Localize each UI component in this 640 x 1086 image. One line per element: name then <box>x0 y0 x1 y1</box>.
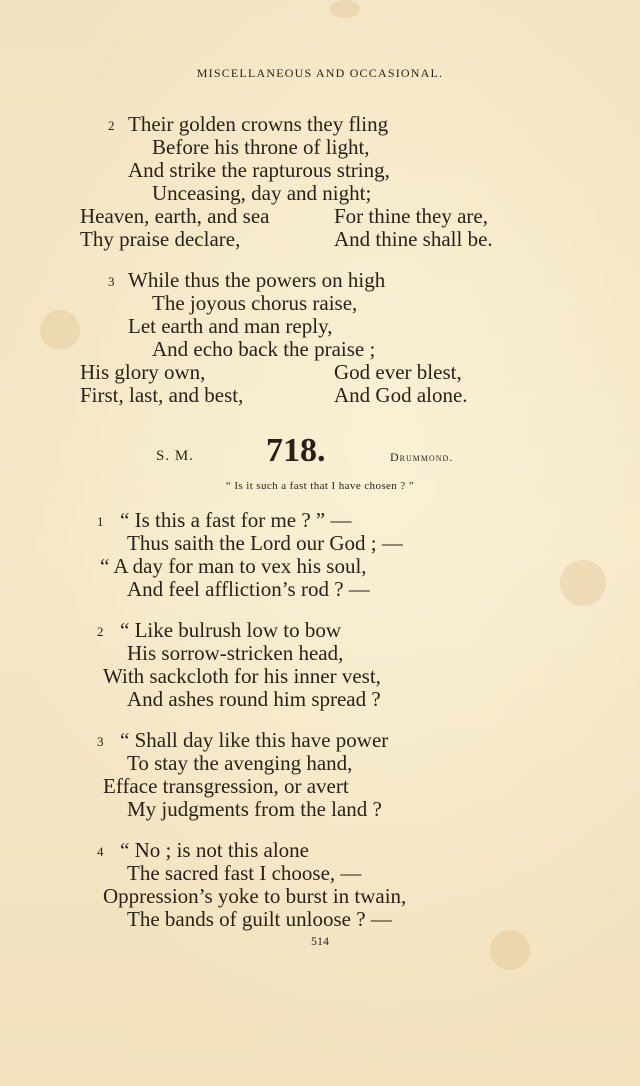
verse-line: My judgments from the land ? <box>127 797 382 821</box>
verse-line: Let earth and man reply, <box>128 314 333 338</box>
verse-line: His sorrow-stricken head, <box>127 641 344 665</box>
verse-line: And echo back the praise ; <box>152 337 376 361</box>
verse-line: Heaven, earth, and sea <box>80 204 270 228</box>
verse-line: To stay the avenging hand, <box>127 751 353 775</box>
verse-line: And feel affliction’s rod ? — <box>127 577 370 601</box>
verse-line: The joyous chorus raise, <box>152 291 358 315</box>
hymn-epigraph: “ Is it such a fast that I have chosen ? ” <box>225 480 415 492</box>
verse-line: “ Is this a fast for me ? ” — <box>120 508 352 532</box>
verse-line: And God alone. <box>334 383 468 407</box>
verse-line: And strike the rapturous string, <box>128 158 390 182</box>
verse-line: Oppression’s yoke to burst in twain, <box>103 884 407 908</box>
verse-line: “ A day for man to vex his soul, <box>100 554 367 578</box>
verse-line: “ No ; is not this alone <box>120 838 309 862</box>
paper-stain <box>40 310 80 350</box>
stanza-number: 3 <box>108 274 115 289</box>
stanza-number: 2 <box>108 118 115 133</box>
verse-line: First, last, and best, <box>80 383 244 407</box>
hymn-tune: Drummond. <box>390 450 454 464</box>
verse-line: And ashes round him spread ? <box>127 687 381 711</box>
paper-stain <box>330 0 360 18</box>
stanza-number: 4 <box>97 844 104 859</box>
verse-line: God ever blest, <box>334 360 462 384</box>
verse-line: “ Like bulrush low to bow <box>120 618 342 642</box>
stanza-number: 2 <box>97 624 104 639</box>
verse-line: Thus saith the Lord our God ; — <box>127 531 403 555</box>
verse-line: The bands of guilt unloose ? — <box>127 907 392 931</box>
verse-line: The sacred fast I choose, — <box>127 861 362 885</box>
paper-stain <box>560 560 606 606</box>
verse-line: Their golden crowns they fling <box>128 112 389 136</box>
verse-line: With sackcloth for his inner vest, <box>103 664 381 688</box>
verse-line: And thine shall be. <box>334 227 493 251</box>
stanza-number: 3 <box>97 734 104 749</box>
verse-line: Before his throne of light, <box>152 135 370 159</box>
verse-line: While thus the powers on high <box>128 268 386 292</box>
verse-line: His glory own, <box>80 360 206 384</box>
hymn-number: 718. <box>266 432 326 469</box>
verse-line: For thine they are, <box>334 204 488 228</box>
verse-line: Unceasing, day and night; <box>152 181 372 205</box>
running-head: MISCELLANEOUS AND OCCASIONAL. <box>196 66 444 80</box>
verse-line: Efface transgression, or avert <box>103 774 349 798</box>
stanza-number: 1 <box>97 514 104 529</box>
hymn-meter: S. M. <box>156 448 194 464</box>
verse-line: “ Shall day like this have power <box>120 728 389 752</box>
page-number: 514 <box>311 934 329 948</box>
verse-line: Thy praise declare, <box>80 227 241 251</box>
